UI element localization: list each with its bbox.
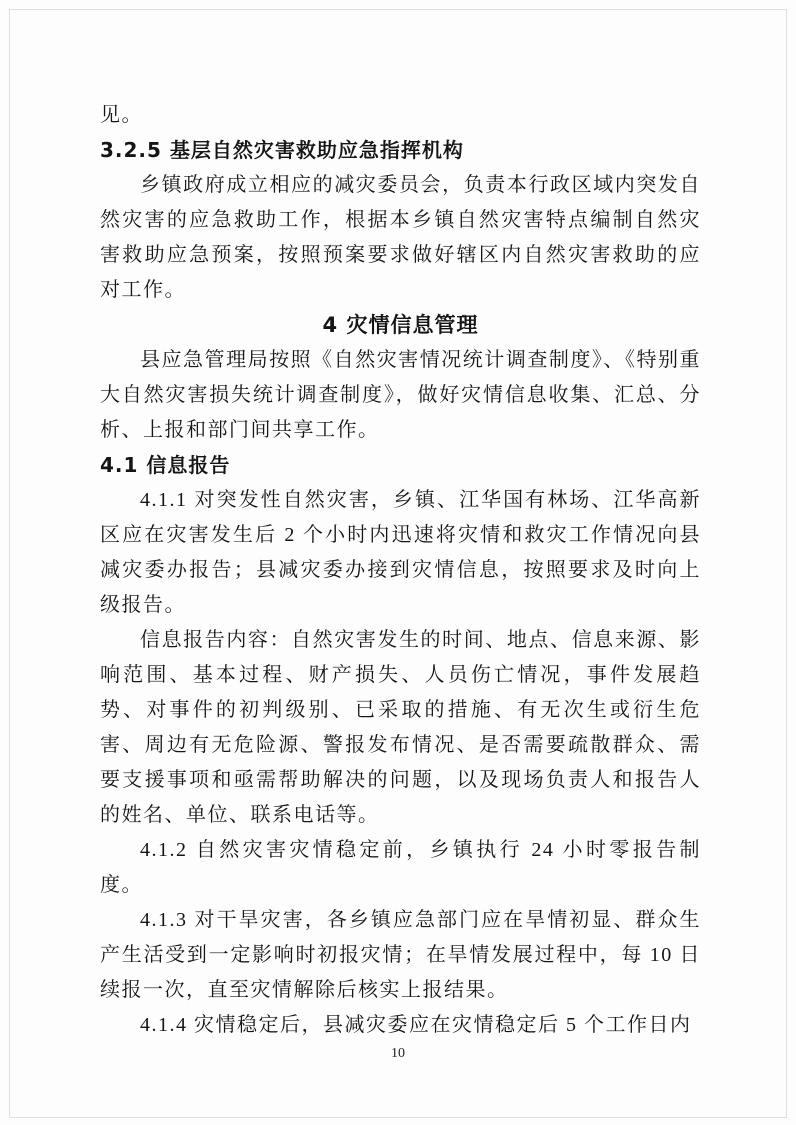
paragraph: 4.1.4 灾情稳定后，县减灾委应在灾情稳定后 5 个工作日内: [140, 1014, 692, 1036]
document-content: [100, 98, 701, 1043]
paragraph: 乡镇政府成立相应的减灾委员会，负责本行政区域内突发自然灾害的应急救助工作，根据本乡镇自然灾害特点编制自然灾害救助应急预案，按照预案要求做好辖区内自然灾害救助的应对工作。: [100, 174, 701, 301]
paragraph: 信息报告内容：自然灾害发生的时间、地点、信息来源、影响范围、基本过程、财产损失、人员伤亡情况，事件发展趋势、对事件的初判级别、已采取的措施、有无次生或衍生危害、周边有无危险源、警报发布情况、是否需要疏散群众、需要支援事项和亟需帮助解决的问题，以及现场负责人和报告人的姓名、单位、联系电话等。: [100, 629, 701, 826]
paragraph: 4.1.1 对突发性自然灾害，乡镇、江华国有林场、江华高新区应在灾害发生后 2 个小时内迅速将灾情和救灾工作情况向县减灾委办报告；县减灾委办接到灾情信息，按照要求及时向上级报告。: [100, 489, 701, 616]
paragraph-continuation: 见。: [100, 104, 143, 126]
section-heading-3-2-5: 3.2.5 基层自然灾害救助应急指挥机构: [100, 138, 464, 162]
page-number: 10: [391, 1046, 405, 1061]
section-heading-4-1: 4.1 信息报告: [100, 453, 231, 477]
paragraph: 4.1.3 对干旱灾害，各乡镇应急部门应在旱情初显、群众生产生活受到一定影响时初报灾情；在旱情发展过程中，每 10 日续报一次，直至灾情解除后核实上报结果。: [100, 909, 701, 1001]
paragraph: 县应急管理局按照《自然灾害情况统计调查制度》、《特别重大自然灾害损失统计调查制度》，做好灾情信息收集、汇总、分析、上报和部门间共享工作。: [100, 349, 701, 441]
paragraph: 4.1.2 自然灾害灾情稳定前，乡镇执行 24 小时零报告制度。: [100, 839, 701, 896]
chapter-heading-4: 4 灾情信息管理: [322, 313, 479, 337]
